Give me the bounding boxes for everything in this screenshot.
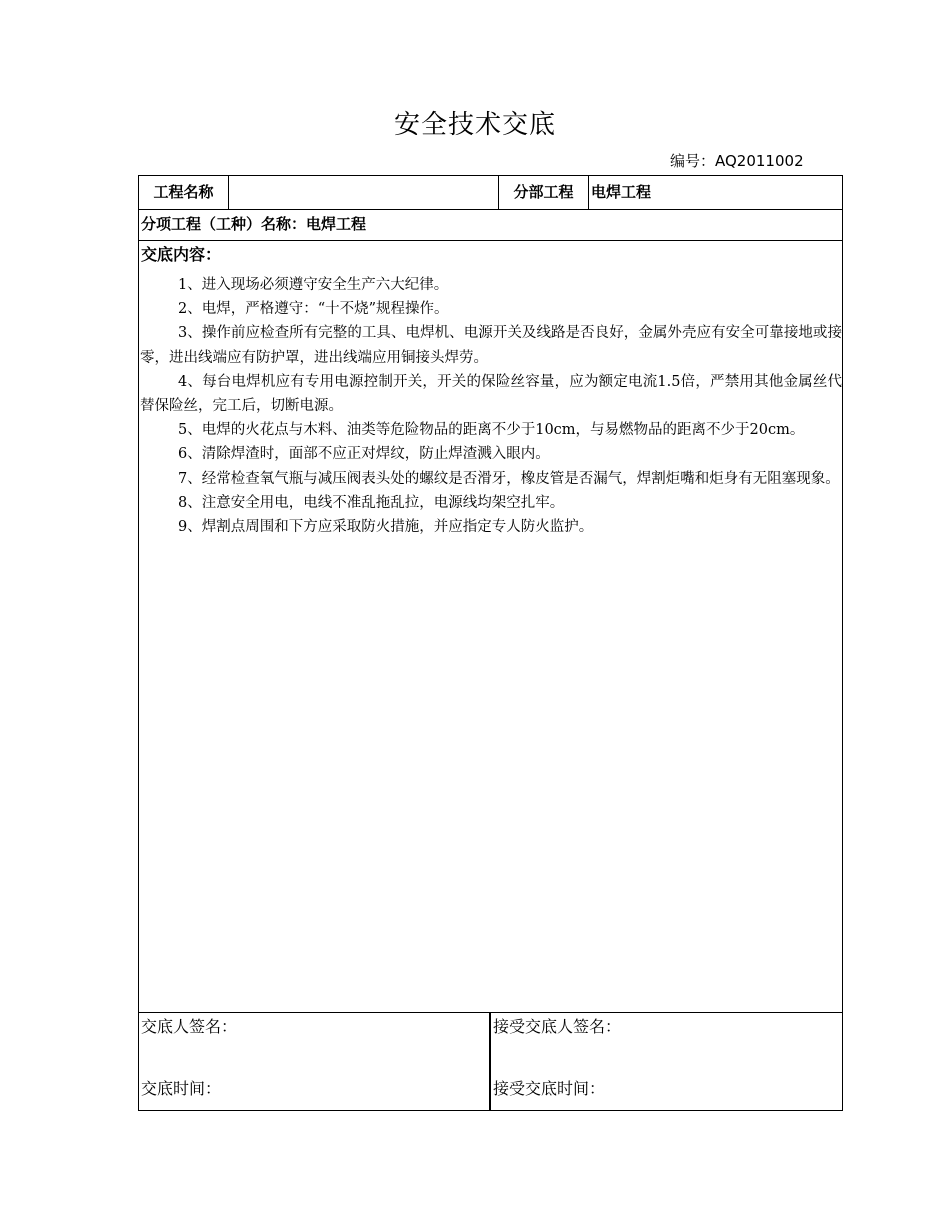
discloser-signature-label: 交底人签名： [141,1017,238,1036]
document-number: 编号：AQ2011002 [670,152,804,170]
document-title: 安全技术交底 [393,110,556,140]
list-item: 9、焊割点周围和下方应采取防火措施，并应指定专人防火监护。 [178,519,594,536]
discloser-block [139,1013,491,1110]
list-item: 2、电焊，严格遵守：“十不烧”规程操作。 [178,301,449,318]
list-item: 3、操作前应检查所有完整的工具、电焊机、电源开关及线路是否良好，金属外壳应有安全可靠接地或接零，进出线端应有防护罩，进出线端应用铜接头焊劳。 [140,325,842,366]
list-item: 8、注意安全用电，电线不准乱拖乱拉，电源线均架空扎牢。 [178,494,565,511]
list-item: 5、电焊的火花点与木料、油类等危险物品的距离不少于10cm，与易燃物品的距离不少于20cm。 [178,422,805,439]
subitem-row: 分项工程（工种）名称：电焊工程 [139,209,842,241]
signature-section [139,1013,842,1110]
receiver-block [491,1013,842,1110]
receiver-signature-label: 接受交底人签名： [493,1017,622,1036]
disclosure-form [138,175,843,1111]
division-value: 电焊工程 [591,183,652,201]
content-section [139,241,842,1013]
header-row [139,176,842,210]
project-name-value [229,176,499,209]
division-label: 分部工程 [499,176,589,209]
list-item: 1、进入现场必须遵守安全生产六大纪律。 [178,277,449,293]
list-item: 7、经常检查氧气瓶与减压阀表头处的螺纹是否滑牙，橡皮管是否漏气，焊割炬嘴和炬身有无阻塞现象。 [178,470,840,487]
disclose-time-label: 交底时间： [141,1079,222,1098]
receive-time-label: 接受交底时间： [493,1079,606,1098]
project-name-label: 工程名称 [139,176,229,209]
content-items [139,273,842,539]
list-item: 4、每台电焊机应有专用电源控制开关，开关的保险丝容量，应为额定电流1.5倍，严禁用其他金属丝代替保险丝，完工后，切断电源。 [140,373,842,415]
content-label: 交底内容： [141,245,222,264]
list-item: 6、清除焊渣时，面部不应正对焊纹，防止焊渣溅入眼内。 [178,446,550,463]
